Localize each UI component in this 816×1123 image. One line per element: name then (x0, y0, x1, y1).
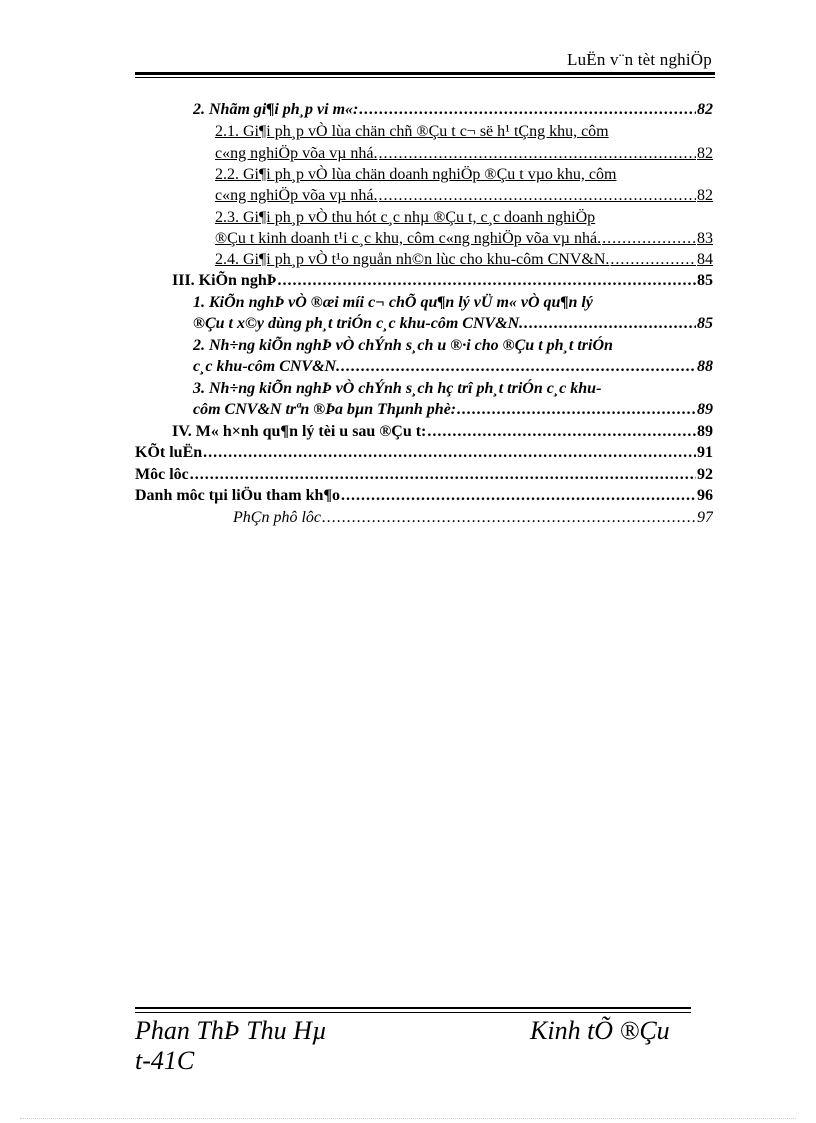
toc-entry[interactable]: Môc lôc ..... 92 (135, 465, 713, 485)
toc-entry-line[interactable]: 2.2. Gi¶i ph¸p vÒ lùa chän doanh nghiÖp ®Çu t vµo khu, côm (215, 166, 617, 183)
toc-entry[interactable]: ®Çu t x©y dùng ph¸t triÓn c¸c khu-côm CNV&N. ..... 85 (193, 314, 713, 334)
footer-author-name: Phan ThÞ Thu Hµ (135, 1016, 327, 1045)
toc-entry-line[interactable]: 3. Nh÷ng kiÕn nghÞ vÒ chÝnh s¸ch hç trî ph¸t triÓn c¸c khu- (193, 380, 602, 397)
toc-entry[interactable]: côm CNV&N trªn ®Þa bµn Thµnh phè: ..... 89 (193, 400, 713, 420)
page-bottom-border (20, 1118, 796, 1119)
toc-entry-line[interactable]: 1. KiÕn nghÞ vÒ ®æi míi c¬ chÕ qu¶n lý vÜ m« vÒ qu¶n lý (193, 294, 593, 311)
toc-entry[interactable]: ®Çu t kinh doanh t¹i c¸c khu, côm c«ng nghiÖp võa vµ nhá. ..... 83 (215, 229, 713, 249)
toc-entry-line[interactable]: 2. Nh÷ng kiÕn nghÞ vÒ chÝnh s¸ch u ®·i cho ®Çu t ph¸t triÓn (193, 337, 613, 354)
toc-entry[interactable]: 2. Nhãm gi¶i ph¸p vi m«: ..... 82 (193, 100, 713, 120)
footer-class-code: t-41C (135, 1046, 195, 1075)
toc-entry-line[interactable]: 2.1. Gi¶i ph¸p vÒ lùa chän chñ ®Çu t c¬ së h¹ tÇng khu, côm (215, 123, 609, 140)
toc-entry[interactable]: IV. M« h×nh qu¶n lý tèi u sau ®Çu t: ..... 89 (172, 422, 713, 442)
toc-entry[interactable]: 2.4. Gi¶i ph¸p vÒ t¹o nguån nh©n lùc cho khu-côm CNV&N. ..... 84 (215, 250, 713, 270)
footer-rule-thick (135, 1007, 691, 1009)
header-rule-thick (135, 72, 715, 75)
toc-entry[interactable]: c«ng nghiÖp võa vµ nhá. ..... 82 (215, 186, 713, 206)
toc-entry-line[interactable]: 2.3. Gi¶i ph¸p vÒ thu hót c¸c nhµ ®Çu t, c¸c doanh nghiÖp (215, 209, 596, 226)
header-rule-thin (135, 77, 715, 78)
toc-entry[interactable]: KÕt luËn ..... 91 (135, 443, 713, 463)
page-header-title: LuËn v¨n tèt nghiÖp (567, 50, 712, 69)
footer-rule-thin (135, 1012, 691, 1013)
footer-department: Kinh tÕ ®Çu (530, 1016, 670, 1045)
toc-entry[interactable]: PhÇn phô lôc ..... 97 (233, 508, 713, 528)
toc-entry[interactable]: Danh môc tµi liÖu tham kh¶o ..... 96 (135, 486, 713, 506)
toc-entry[interactable]: III. KiÕn nghÞ ..... 85 (172, 271, 713, 291)
toc-entry[interactable]: c¸c khu-côm CNV&N. ..... 88 (193, 357, 713, 377)
toc-entry[interactable]: c«ng nghiÖp võa vµ nhá. ..... 82 (215, 144, 713, 164)
